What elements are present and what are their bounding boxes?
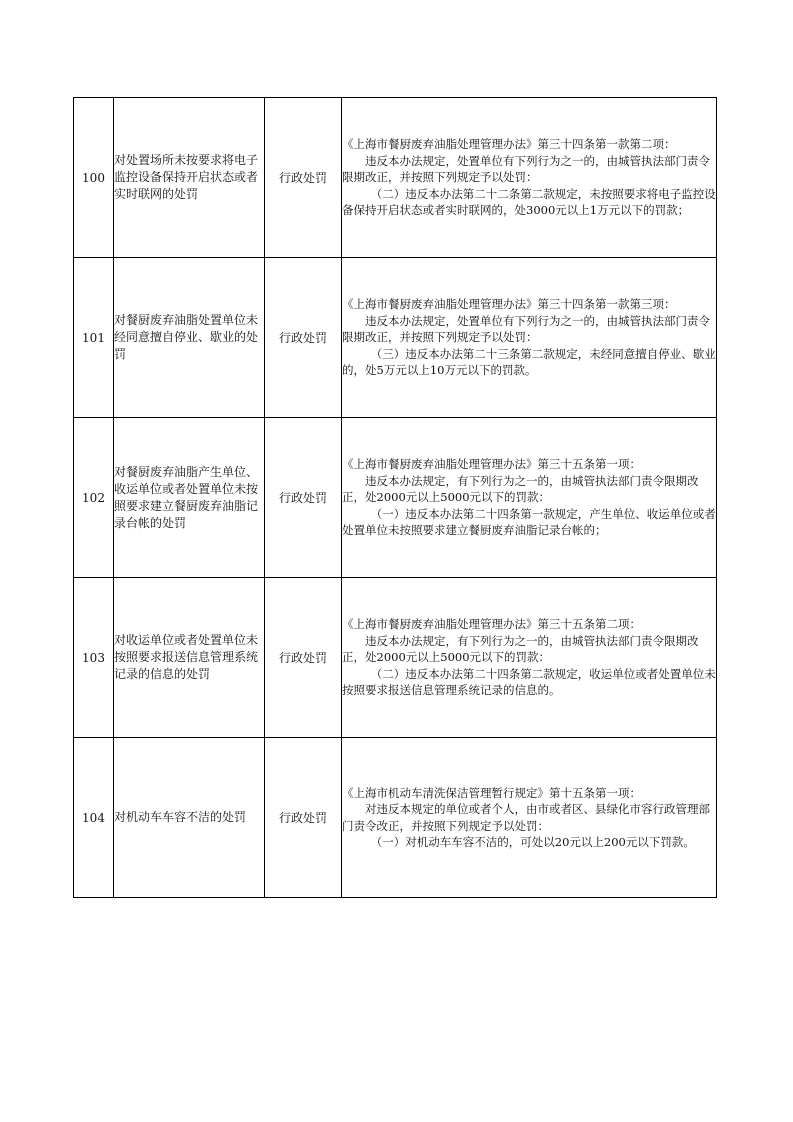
table-row — [74, 258, 717, 418]
basis-source: 《上海市餐厨废弃油脂处理管理办法》第三十五条第一项： — [342, 457, 641, 472]
penalty-type: 行政处罚 — [265, 578, 342, 738]
row-number: 100 — [74, 98, 114, 258]
row-number: 101 — [74, 258, 114, 418]
penalty-type: 行政处罚 — [265, 418, 342, 578]
basis-source: 《上海市餐厨废弃油脂处理管理办法》第三十四条第一款第二项： — [342, 137, 676, 152]
penalty-item: 对机动车车容不洁的处罚 — [114, 738, 265, 898]
penalty-item: 对餐厨废弃油脂产生单位、收运单位或者处置单位未按照要求建立餐厨废弃油脂记录台帐的处罚 — [114, 418, 265, 578]
penalty-item: 对处置场所未按要求将电子监控设备保持开启状态或者实时联网的处罚 — [114, 98, 265, 258]
basis-item: （一）违反本办法第二十四条第一款规定，产生单位、收运单位或者处置单位未按照要求建立餐厨废弃油脂记录台帐的； — [342, 506, 716, 538]
legal-basis — [342, 578, 717, 738]
legal-basis — [342, 738, 717, 898]
penalty-type: 行政处罚 — [265, 738, 342, 898]
penalty-table — [73, 97, 717, 898]
penalty-item: 对餐厨废弃油脂处置单位未经同意擅自停业、歇业的处罚 — [114, 258, 265, 418]
basis-clause: 违反本办法规定，有下列行为之一的，由城管执法部门责令限期改正，处2000元以上5000元以下的罚款： — [342, 473, 699, 505]
table-row — [74, 98, 717, 258]
penalty-type: 行政处罚 — [265, 98, 342, 258]
basis-item: （三）违反本办法第二十三条第二款规定，未经同意擅自停业、歇业的，处5万元以上10万元以下的罚款。 — [342, 346, 716, 378]
basis-clause: 违反本办法规定，有下列行为之一的，由城管执法部门责令限期改正，处2000元以上5000元以下的罚款： — [342, 633, 699, 665]
row-number: 102 — [74, 418, 114, 578]
basis-clause: 违反本办法规定，处置单位有下列行为之一的，由城管执法部门责令限期改正，并按照下列规定予以处罚： — [342, 313, 710, 345]
table-row — [74, 738, 717, 898]
row-number: 103 — [74, 578, 114, 738]
basis-item: （二）违反本办法第二十二条第二款规定，未按照要求将电子监控设备保持开启状态或者实时联网的，处3000元以上1万元以下的罚款； — [342, 186, 716, 218]
basis-source: 《上海市餐厨废弃油脂处理管理办法》第三十五条第二项： — [342, 617, 641, 632]
basis-source: 《上海市餐厨废弃油脂处理管理办法》第三十四条第一款第三项： — [342, 297, 676, 312]
basis-source: 《上海市机动车清洗保洁管理暂行规定》第十五条第一项： — [342, 785, 641, 800]
table-row — [74, 578, 717, 738]
penalty-type: 行政处罚 — [265, 258, 342, 418]
legal-basis — [342, 258, 717, 418]
basis-item: （一）对机动车车容不洁的，可处以20元以上200元以下罚款。 — [370, 835, 695, 849]
legal-basis — [342, 418, 717, 578]
basis-clause: 对违反本规定的单位或者个人，由市或者区、县绿化市容行政管理部门责令改正，并按照下列规定予以处罚： — [342, 802, 710, 833]
legal-basis — [342, 98, 717, 258]
row-number: 104 — [74, 738, 114, 898]
penalty-item: 对收运单位或者处置单位未按照要求报送信息管理系统记录的信息的处罚 — [114, 578, 265, 738]
basis-item: （二）违反本办法第二十四条第二款规定，收运单位或者处置单位未按照要求报送信息管理系统记录的信息的。 — [342, 666, 716, 698]
basis-clause: 违反本办法规定，处置单位有下列行为之一的，由城管执法部门责令限期改正，并按照下列规定予以处罚： — [342, 153, 710, 185]
table-row — [74, 418, 717, 578]
